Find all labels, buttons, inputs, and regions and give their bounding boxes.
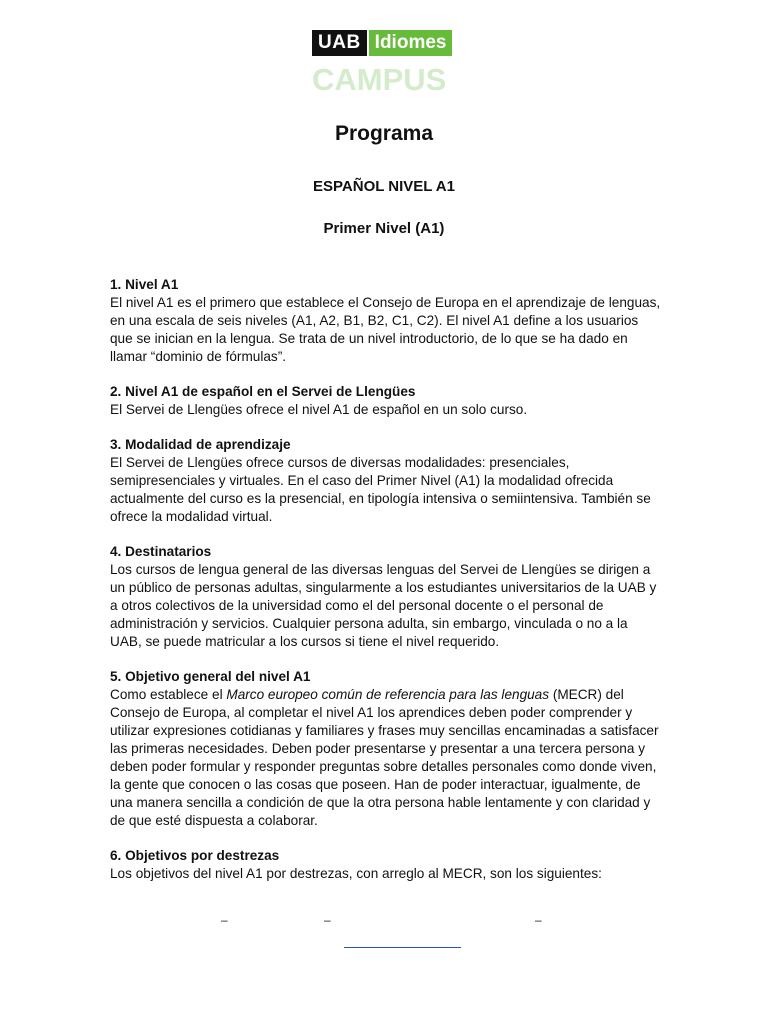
uab-idiomes-campus-logo bbox=[312, 30, 458, 96]
document-body bbox=[110, 276, 662, 900]
section-heading: 3. Modalidad de aprendizaje bbox=[110, 437, 291, 452]
section-modalidad bbox=[110, 436, 662, 526]
section-heading: 4. Destinatarios bbox=[110, 544, 212, 559]
section-heading: 1. Nivel A1 bbox=[110, 277, 179, 292]
section-destinatarios bbox=[110, 543, 662, 651]
section-text bbox=[110, 686, 662, 830]
course-title: ESPAÑOL NIVEL A1 bbox=[313, 178, 455, 195]
section-text: El Servei de Llengües ofrece cursos de diversas modalidades: presenciales, semipresenciales y virtuales. En el caso del Primer Nivel (A1) la modalidad ofrecida actualmente del curso es la presencial, en tipología intensiva o semiintensiva. También se ofrece la modalidad virtual. bbox=[110, 455, 651, 524]
footer-dash: – bbox=[324, 913, 331, 927]
section-servei-llengues bbox=[110, 383, 662, 419]
section-heading: 6. Objetivos por destrezas bbox=[110, 848, 280, 863]
section-heading: 5. Objetivo general del nivel A1 bbox=[110, 669, 311, 684]
section-text-start: Como establece el bbox=[110, 687, 227, 702]
section-text: El nivel A1 es el primero que establece el Consejo de Europa en el aprendizaje de lenguas, en una escala de seis niveles (A1, A2, B1, B2, C1, C2). El nivel A1 define a los usuarios que se inician en la lengua. Se trata de un nivel introductorio, de lo que se ha dado en llamar “dominio de fórmulas”. bbox=[110, 295, 661, 364]
section-objetivos-destrezas bbox=[110, 847, 662, 883]
mecr-title: Marco europeo común de referencia para las lenguas bbox=[226, 687, 550, 702]
section-nivel-a1 bbox=[110, 276, 662, 366]
footer-dash: – bbox=[221, 913, 228, 927]
logo-campus: CAMPUS bbox=[312, 62, 447, 97]
page-title: Programa bbox=[334, 122, 434, 145]
link-underline[interactable] bbox=[344, 947, 461, 948]
footer-dash: – bbox=[535, 913, 542, 927]
logo-uab: UAB bbox=[312, 30, 367, 56]
level-title: Primer Nivel (A1) bbox=[323, 220, 445, 237]
section-text: Los objetivos del nivel A1 por destrezas, con arreglo al MECR, son los siguientes: bbox=[110, 866, 602, 881]
logo-top-row bbox=[312, 30, 452, 56]
section-text: El Servei de Llengües ofrece el nivel A1 de español en un solo curso. bbox=[110, 402, 528, 417]
section-text-end: (MECR) del Consejo de Europa, al completar el nivel A1 los aprendices deben poder comprender y utilizar expresiones cotidianas y familiares y frases muy sencillas encaminadas a satisfacer las primeras necesidades. Deben poder presentarse y presentar a una tercera persona y deben poder formular y responder preguntas sobre detalles personales como donde viven, la gente que conocen o las cosas que poseen. Han de poder interactuar, igualmente, de una manera sencilla a condición de que la otra persona hable lentamente y con claridad y de que esté dispuesta a colaborar. bbox=[110, 687, 659, 828]
section-objetivo-general bbox=[110, 668, 662, 830]
logo-idiomes: Idiomes bbox=[369, 30, 453, 56]
section-text: Los cursos de lengua general de las diversas lenguas del Servei de Llengües se dirigen a un público de personas adultas, singularmente a los estudiantes universitarios de la UAB y a otros colectivos de la universidad como el del personal docente o el personal de administración y servicios. Cualquier persona adulta, sin embargo, vinculada o no a la UAB, se puede matricular a los cursos si tiene el nivel requerido. bbox=[110, 562, 657, 649]
section-heading: 2. Nivel A1 de español en el Servei de Llengües bbox=[110, 384, 416, 399]
